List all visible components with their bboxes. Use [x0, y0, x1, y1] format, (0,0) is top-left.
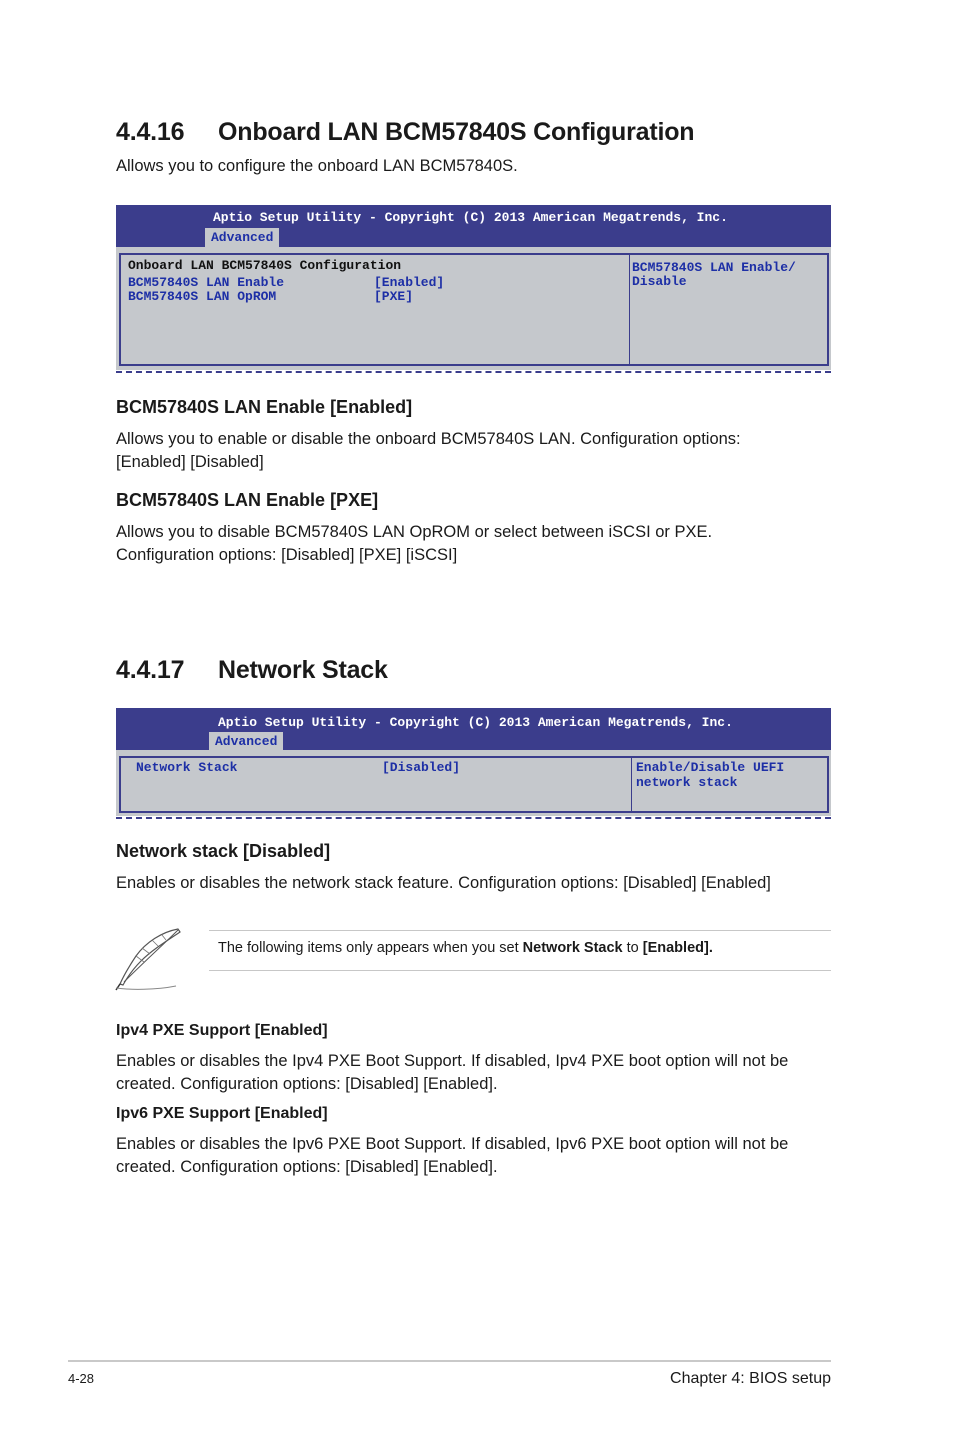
footer-rule — [68, 1360, 831, 1362]
bios-bottom-dashes — [116, 371, 831, 373]
bios-item-network-stack-label[interactable]: Network Stack — [136, 760, 238, 775]
bios-screen-lan — [116, 205, 831, 373]
subsection-text-network-stack: Enables or disables the network stack feature. Configuration options: [Disabled] [Enabled] — [116, 874, 771, 892]
text-line: Configuration options: [Disabled] [PXE] [iSCSI] — [116, 546, 458, 564]
bios-body — [116, 247, 831, 370]
item-text-ipv4 — [116, 1050, 831, 1096]
subsection-text-lan-pxe — [116, 521, 831, 567]
bios-title-bar — [116, 708, 831, 750]
bios-title-bar — [116, 205, 831, 247]
bios-help-line-2: network stack — [636, 775, 738, 790]
note-bold-network-stack: Network Stack — [522, 940, 623, 956]
subsection-text-lan-enable — [116, 428, 831, 474]
item-text-ipv6 — [116, 1133, 831, 1179]
bios-title: Aptio Setup Utility - Copyright (C) 2013 American Megatrends, Inc. — [218, 715, 733, 730]
section-number: 4.4.16 — [116, 118, 185, 146]
text-line: Enables or disables the Ipv6 PXE Boot Support. If disabled, Ipv6 PXE boot option will not be — [116, 1135, 789, 1153]
subsection-heading-lan-pxe: BCM57840S LAN Enable [PXE] — [116, 490, 379, 510]
bios-tab-advanced[interactable]: Advanced — [209, 732, 283, 751]
bios-divider — [629, 254, 630, 365]
bios-bottom-dashes — [116, 817, 831, 819]
text-line: Allows you to enable or disable the onboard BCM57840S LAN. Configuration options: — [116, 430, 741, 448]
item-heading-ipv4: Ipv4 PXE Support [Enabled] — [116, 1022, 328, 1039]
section-heading-4-4-16 — [116, 118, 694, 147]
bios-title: Aptio Setup Utility - Copyright (C) 2013 American Megatrends, Inc. — [213, 210, 728, 225]
note-text — [218, 940, 713, 956]
bios-help-line-1: Enable/Disable UEFI — [636, 760, 785, 775]
bios-screen-network-stack — [116, 708, 831, 820]
section-heading-4-4-17 — [116, 656, 388, 685]
text-line: created. Configuration options: [Disabled] [Enabled]. — [116, 1075, 498, 1093]
note-text-part: to — [622, 940, 643, 956]
section-number: 4.4.17 — [116, 656, 185, 684]
bios-divider — [631, 757, 632, 812]
footer-page-number: 4-28 — [68, 1371, 95, 1386]
feather-pen-icon — [112, 926, 184, 994]
bios-help-line-2: Disable — [632, 274, 687, 289]
subsection-heading-lan-enable: BCM57840S LAN Enable [Enabled] — [116, 397, 413, 417]
text-line: created. Configuration options: [Disabled] [Enabled]. — [116, 1158, 498, 1176]
section-title: Onboard LAN BCM57840S Configuration — [218, 118, 695, 146]
text-line: Allows you to disable BCM57840S LAN OpROM or select between iSCSI or PXE. — [116, 523, 713, 541]
bios-help-line-1: BCM57840S LAN Enable/ — [632, 260, 796, 275]
note-text-part: The following items only appears when you set — [218, 940, 523, 956]
bios-item-lan-oprom-label[interactable]: BCM57840S LAN OpROM — [128, 289, 277, 304]
section-title: Network Stack — [218, 656, 388, 684]
text-line: Enables or disables the Ipv4 PXE Boot Support. If disabled, Ipv4 PXE boot option will not be — [116, 1052, 789, 1070]
section-intro: Allows you to configure the onboard LAN BCM57840S. — [116, 157, 518, 175]
bios-tab-advanced[interactable]: Advanced — [205, 228, 279, 247]
bios-body — [116, 750, 831, 816]
subsection-heading-network-stack: Network stack [Disabled] — [116, 841, 331, 861]
note-rule-top — [209, 930, 831, 931]
item-heading-ipv6: Ipv6 PXE Support [Enabled] — [116, 1105, 328, 1122]
note-bold-enabled: [Enabled]. — [642, 940, 713, 956]
bios-item-lan-enable-value[interactable]: [Enabled] — [374, 275, 445, 290]
note-rule-bottom — [209, 970, 831, 971]
footer-chapter: Chapter 4: BIOS setup — [670, 1370, 831, 1387]
bios-item-lan-oprom-value[interactable]: [PXE] — [374, 289, 414, 304]
text-line: [Enabled] [Disabled] — [116, 453, 264, 471]
bios-item-lan-enable-label[interactable]: BCM57840S LAN Enable — [128, 275, 285, 290]
bios-page-heading: Onboard LAN BCM57840S Configuration — [128, 258, 402, 273]
bios-item-network-stack-value[interactable]: [Disabled] — [382, 760, 461, 775]
